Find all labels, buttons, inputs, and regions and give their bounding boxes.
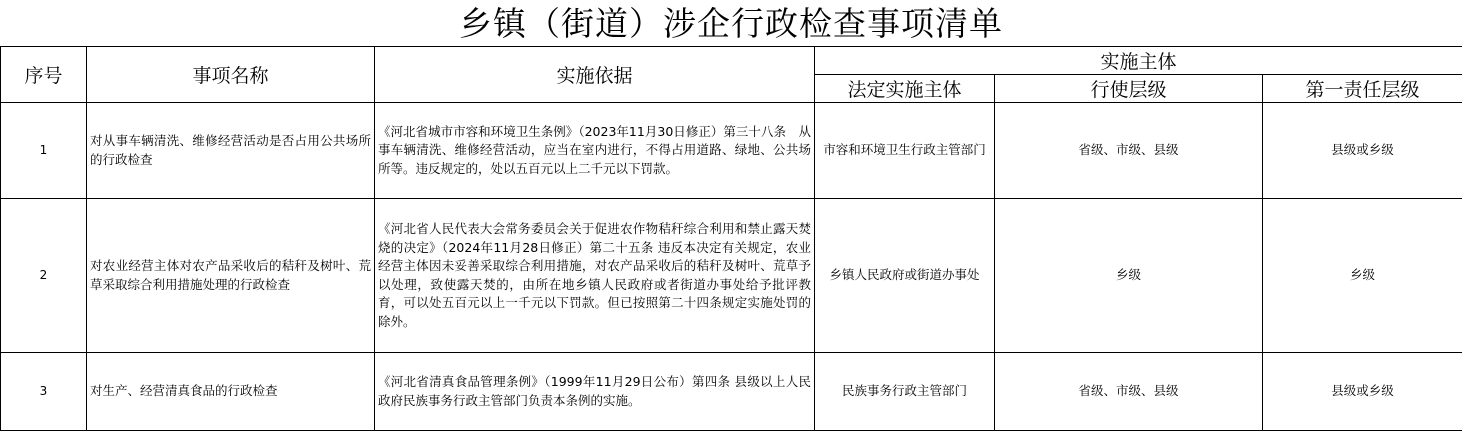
row-legal-subject: 市容和环境卫生行政主管部门: [815, 103, 995, 199]
row-responsibility-level: 乡级: [1263, 199, 1462, 353]
row-basis: 《河北省人民代表大会常务委员会关于促进农作物秸秆综合利用和禁止露天焚烧的决定》（2024年11月28日修正）第二十五条 违反本决定有关规定，农业经营主体因未妥善采取综合利用措施，对农产品采收后的秸秆及树叶、荒草予以处理，致使露天焚的，由所在地乡镇人民政府或者街道办事处给予批评教育，可以处五百元以上一千元以下罚款。但已按照第二十四条规定实施处罚的除外。: [375, 199, 815, 353]
row-exercise-level: 省级、市级、县级: [995, 103, 1263, 199]
header-legal-subject: 法定实施主体: [815, 75, 995, 103]
header-subject: 实施主体: [815, 47, 1462, 75]
row-responsibility-level: 县级或乡级: [1263, 103, 1462, 199]
row-item-name: 对生产、经营清真食品的行政检查: [87, 353, 375, 431]
row-seq: 1: [1, 103, 87, 199]
table-row: [1, 353, 1462, 431]
row-seq: 3: [1, 353, 87, 431]
header-exercise-level: 行使层级: [995, 75, 1263, 103]
header-responsibility-level: 第一责任层级: [1263, 75, 1462, 103]
page-title: 乡镇（街道）涉企行政检查事项清单: [0, 0, 1462, 46]
header-item-name: 事项名称: [87, 47, 375, 103]
row-legal-subject: 民族事务行政主管部门: [815, 353, 995, 431]
row-item-name: 对从事车辆清洗、维修经营活动是否占用公共场所的行政检查: [87, 103, 375, 199]
table-row: [1, 103, 1462, 199]
header-seq: 序号: [1, 47, 87, 103]
row-item-name: 对农业经营主体对农产品采收后的秸秆及树叶、荒草采取综合利用措施处理的行政检查: [87, 199, 375, 353]
row-legal-subject: 乡镇人民政府或街道办事处: [815, 199, 995, 353]
row-responsibility-level: 县级或乡级: [1263, 353, 1462, 431]
row-exercise-level: 省级、市级、县级: [995, 353, 1263, 431]
row-exercise-level: 乡级: [995, 199, 1263, 353]
row-basis: 《河北省城市市容和环境卫生条例》（2023年11月30日修正）第三十八条 从事车辆清洗、维修经营活动，应当在室内进行，不得占用道路、绿地、公共场所等。违反规定的，处以五百元以上二千元以下罚款。: [375, 103, 815, 199]
row-basis: 《河北省清真食品管理条例》（1999年11月29日公布）第四条 县级以上人民政府民族事务行政主管部门负责本条例的实施。: [375, 353, 815, 431]
table-row: [1, 199, 1462, 353]
header-basis: 实施依据: [375, 47, 815, 103]
row-seq: 2: [1, 199, 87, 353]
inspection-items-table: [0, 46, 1462, 431]
